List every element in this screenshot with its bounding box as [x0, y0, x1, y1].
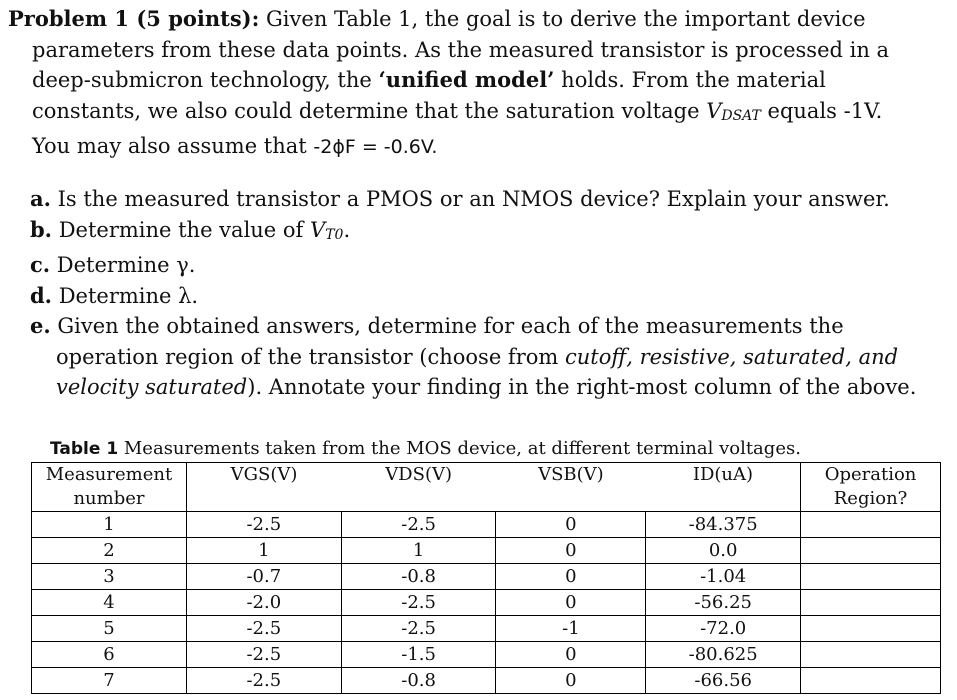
operation-region-cell[interactable]	[801, 616, 941, 642]
vgs-cell: -2.5	[186, 512, 341, 538]
vsb-cell: 0	[496, 564, 646, 590]
id-cell: -72.0	[646, 616, 801, 642]
table-row	[32, 538, 941, 564]
vt0-subscript: T0	[325, 226, 344, 243]
vgs-cell: -2.0	[186, 590, 341, 616]
question-a	[30, 184, 950, 215]
question-b-end: .	[343, 217, 351, 242]
question-c-label: c.	[30, 252, 51, 277]
measurements-table	[31, 462, 941, 694]
measurement-number-cell: 7	[32, 668, 187, 694]
problem-statement	[8, 4, 948, 163]
table-header-row	[32, 463, 941, 512]
table-row	[32, 564, 941, 590]
problem-line-4-post: equals -1V.	[760, 98, 883, 123]
table-row	[32, 616, 941, 642]
vgs-cell: -2.5	[186, 642, 341, 668]
id-cell: -56.25	[646, 590, 801, 616]
region-options: cutoff, resistive, saturated, and	[564, 344, 899, 369]
table-row	[32, 668, 941, 694]
id-cell: -1.04	[646, 564, 801, 590]
table-row	[32, 590, 941, 616]
table-caption	[50, 438, 801, 459]
table-caption-text: Measurements taken from the MOS device, at different terminal voltages.	[118, 438, 801, 459]
header-id: ID(uA)	[646, 463, 801, 512]
measurement-number-cell: 3	[32, 564, 187, 590]
question-d-text: Determine λ.	[58, 283, 199, 308]
measurement-number-cell: 5	[32, 616, 187, 642]
vds-cell: -0.8	[341, 668, 496, 694]
vsb-cell: 0	[496, 538, 646, 564]
region-options-end: velocity saturated	[56, 375, 248, 399]
question-e-line-1: Given the obtained answers, determine for each of the measurements the	[57, 314, 844, 338]
measurement-number-cell: 4	[32, 590, 187, 616]
vsb-cell: 0	[496, 642, 646, 668]
question-e-line-3	[30, 372, 950, 403]
vsb-cell: -1	[496, 616, 646, 642]
problem-line-4	[8, 96, 948, 132]
operation-region-cell[interactable]	[801, 642, 941, 668]
problem-line-3	[8, 65, 948, 96]
vgs-cell: -0.7	[186, 564, 341, 590]
header-operation-region	[801, 463, 941, 512]
id-cell: 0.0	[646, 538, 801, 564]
question-e-line-2	[30, 342, 950, 373]
problem-line-1-text: Given Table 1, the goal is to derive the important device	[266, 7, 866, 31]
id-cell: -66.56	[646, 668, 801, 694]
header-measurement-line-1: Measurement	[45, 464, 173, 485]
question-d	[30, 281, 950, 312]
vdsat-symbol: V	[706, 98, 722, 123]
question-b-text: Determine the value of	[58, 217, 311, 242]
header-region-line-1: Operation	[824, 464, 917, 485]
header-vgs: VGS(V)	[186, 463, 341, 512]
table-row	[32, 642, 941, 668]
measurement-number-cell: 6	[32, 642, 187, 668]
operation-region-cell[interactable]	[801, 590, 941, 616]
measurement-number-cell: 1	[32, 512, 187, 538]
vt0-symbol: V	[310, 217, 326, 242]
question-b-label: b.	[30, 216, 52, 242]
question-a-label: a.	[30, 186, 51, 211]
vds-cell: 1	[341, 538, 496, 564]
question-e-line-2-pre: operation region of the transistor (choose from	[56, 344, 565, 369]
id-cell: -84.375	[646, 512, 801, 538]
operation-region-cell[interactable]	[801, 538, 941, 564]
question-e	[30, 311, 950, 342]
problem-line-4-pre: constants, we also could determine that the saturation voltage	[32, 98, 707, 123]
header-vsb: VSB(V)	[496, 463, 646, 512]
problem-line-3-pre: deep-submicron technology, the	[32, 68, 379, 92]
question-a-text: Is the measured transistor a PMOS or an NMOS device? Explain your answer.	[57, 187, 890, 211]
problem-line-3-post: holds. From the material	[554, 68, 826, 92]
vds-cell: -2.5	[341, 590, 496, 616]
problem-line-2: parameters from these data points. As the measured transistor is processed in a	[32, 37, 890, 62]
problem-line-5	[8, 131, 948, 163]
header-measurement-line-2: number	[73, 488, 145, 509]
question-list	[30, 184, 950, 403]
header-region-line-2: Region?	[833, 488, 908, 509]
header-vds: VDS(V)	[341, 463, 496, 512]
phi-expression: -2ϕF = -0.6V.	[313, 136, 438, 158]
operation-region-cell[interactable]	[801, 668, 941, 694]
vsb-cell: 0	[496, 668, 646, 694]
vgs-cell: 1	[186, 538, 341, 564]
vgs-cell: -2.5	[186, 668, 341, 694]
question-e-line-3-post: ). Annotate your finding in the right-most column of the above.	[247, 375, 917, 399]
table-row	[32, 512, 941, 538]
vdsat-subscript: DSAT	[721, 107, 761, 124]
problem-line-1	[8, 4, 948, 35]
vgs-cell: -2.5	[186, 616, 341, 642]
question-c	[30, 250, 950, 281]
vds-cell: -1.5	[341, 642, 496, 668]
vds-cell: -0.8	[341, 564, 496, 590]
question-c-text: Determine γ.	[56, 253, 196, 277]
unified-model-term: ‘unified model’	[378, 67, 555, 92]
problem-line-5-pre: You may also assume that	[32, 134, 314, 158]
table-caption-label: Table 1	[50, 439, 119, 459]
vds-cell: -2.5	[341, 616, 496, 642]
measurement-number-cell: 2	[32, 538, 187, 564]
vsb-cell: 0	[496, 512, 646, 538]
problem-heading: Problem 1 (5 points):	[8, 6, 260, 31]
question-d-label: d.	[30, 282, 52, 308]
id-cell: -80.625	[646, 642, 801, 668]
vds-cell: -2.5	[341, 512, 496, 538]
operation-region-cell[interactable]	[801, 564, 941, 590]
question-b	[30, 215, 950, 251]
header-measurement-number	[32, 463, 187, 512]
operation-region-cell[interactable]	[801, 512, 941, 538]
question-e-label: e.	[30, 313, 51, 338]
vsb-cell: 0	[496, 590, 646, 616]
